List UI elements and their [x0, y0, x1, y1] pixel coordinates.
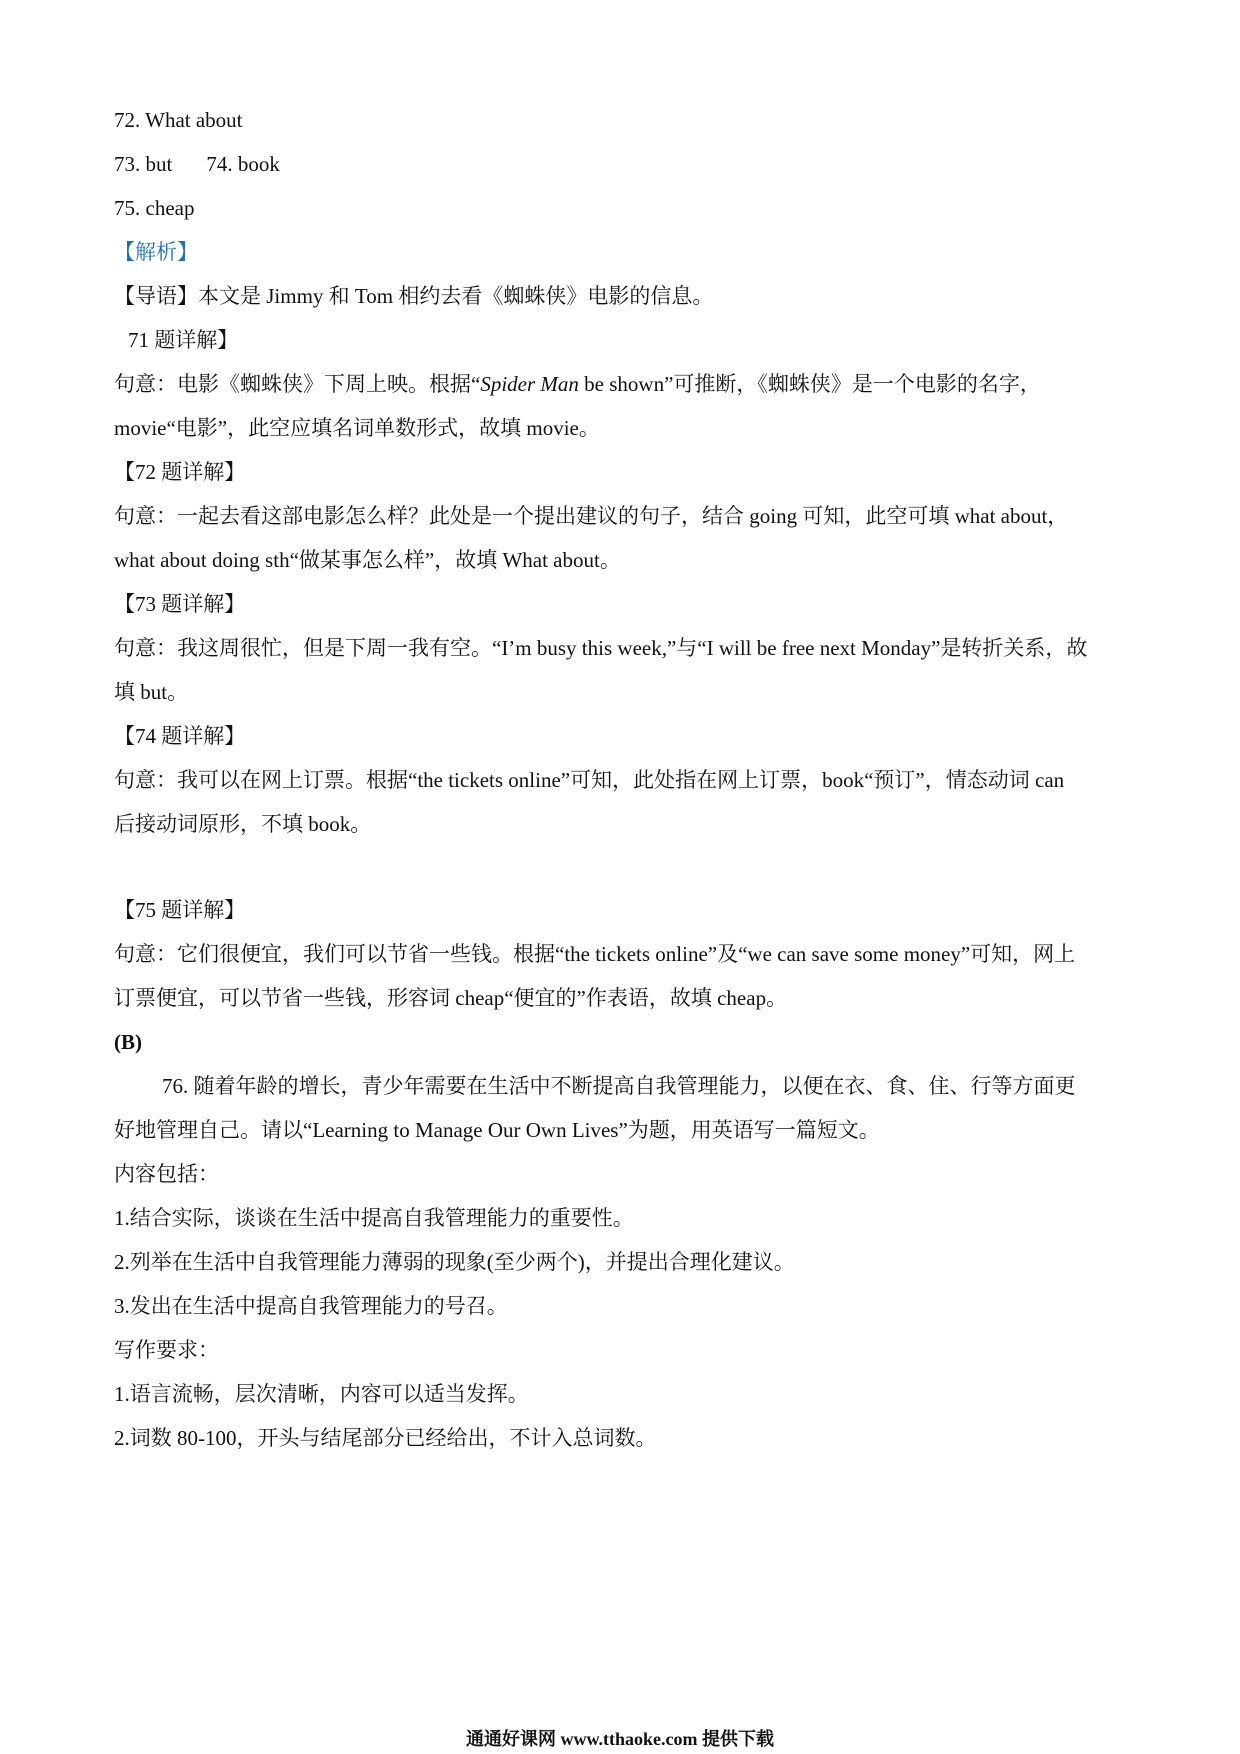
- content-label: 内容包括：: [114, 1162, 219, 1186]
- q72-heading: 【72 题详解】: [114, 460, 246, 484]
- section-b-label: (B): [114, 1030, 142, 1054]
- q71-line2: movie“电影”，此空应填名词单数形式，故填 movie。: [114, 416, 600, 440]
- q71-heading: 71 题详解】: [128, 328, 239, 352]
- writing-prompt-line1: 76. 随着年龄的增长，青少年需要在生活中不断提高自我管理能力，以便在衣、食、住、行等方面更: [162, 1074, 1076, 1098]
- answer-75: 75. cheap: [114, 196, 195, 220]
- answer-row-73-74: [114, 150, 280, 178]
- analysis-label: 【解析】: [114, 240, 198, 264]
- writing-prompt-line2: 好地管理自己。请以“Learning to Manage Our Own Lives”为题，用英语写一篇短文。: [114, 1118, 880, 1142]
- q71-line1-part-b: be shown”可推断，《蜘蛛侠》是一个电影的名字，: [578, 372, 1041, 396]
- requirement-1: 1.语言流畅，层次清晰，内容可以适当发挥。: [114, 1382, 529, 1406]
- q72-line2: what about doing sth“做某事怎么样”，故填 What about。: [114, 548, 621, 572]
- q74-heading: 【74 题详解】: [114, 724, 246, 748]
- q71-line1-italic-title: Spider Man: [480, 372, 579, 396]
- q73-heading: 【73 题详解】: [114, 592, 246, 616]
- q75-heading: 【75 题详解】: [114, 898, 246, 922]
- content-item-1: 1.结合实际，谈谈在生活中提高自我管理能力的重要性。: [114, 1206, 634, 1230]
- q73-line2: 填 but。: [114, 680, 189, 704]
- footer-source: 通通好课网 www.tthaoke.com 提供下载: [466, 1729, 774, 1749]
- content-item-2: 2.列举在生活中自我管理能力薄弱的现象(至少两个)，并提出合理化建议。: [114, 1250, 795, 1274]
- guide-text: 【导语】本文是 Jimmy 和 Tom 相约去看《蜘蛛侠》电影的信息。: [114, 284, 714, 308]
- answer-73: 73. but: [114, 152, 173, 176]
- requirement-2: 2.词数 80-100，开头与结尾部分已经给出，不计入总词数。: [114, 1426, 657, 1450]
- q75-line1: 句意：它们很便宜，我们可以节省一些钱。根据“the tickets online”及“we can save some money”可知，网上: [114, 942, 1076, 966]
- q74-line2: 后接动词原形，不填 book。: [114, 812, 372, 836]
- requirements-label: 写作要求：: [114, 1338, 219, 1362]
- q75-line2: 订票便宜，可以节省一些钱，形容词 cheap“便宜的”作表语，故填 cheap。: [114, 986, 788, 1010]
- content-item-3: 3.发出在生活中提高自我管理能力的号召。: [114, 1294, 508, 1318]
- q73-line1: 句意：我这周很忙，但是下周一我有空。“I’m busy this week,”与“I will be free next Monday”是转折关系，故: [114, 636, 1088, 660]
- q71-line1-part-a: 句意：电影《蜘蛛侠》下周上映。根据“: [114, 372, 481, 396]
- answer-74: 74. book: [206, 152, 280, 176]
- q71-line1: [114, 370, 1041, 398]
- q72-line1: 句意：一起去看这部电影怎么样？此处是一个提出建议的句子，结合 going 可知，此空可填 what about，: [114, 504, 1069, 528]
- answer-72: 72. What about: [114, 108, 243, 132]
- q74-line1: 句意：我可以在网上订票。根据“the tickets online”可知，此处指在网上订票，book“预订”，情态动词 can: [114, 768, 1065, 792]
